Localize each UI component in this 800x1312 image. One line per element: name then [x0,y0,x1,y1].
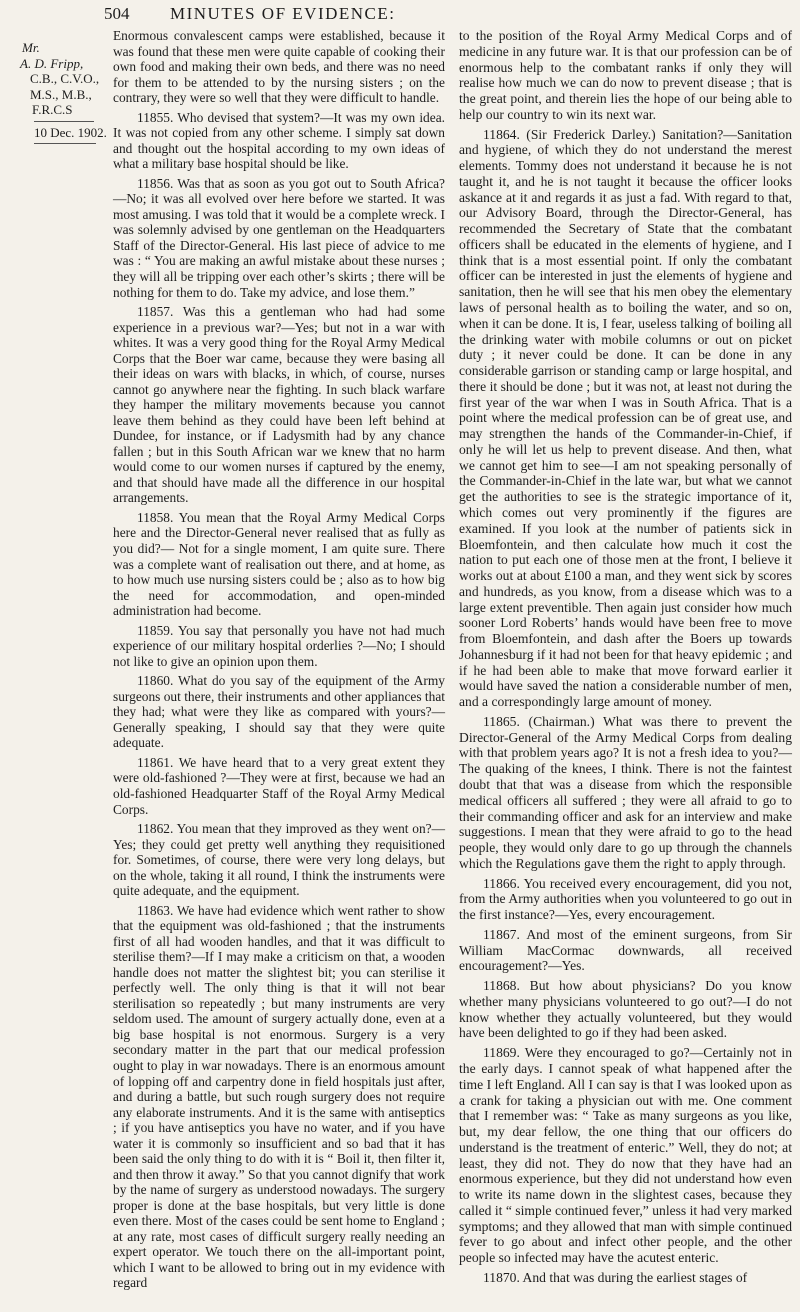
evidence-paragraph: 11858. You mean that the Royal Army Medical Corps here and the Director-General never realised that as fully as you did?— Not for a single moment, I am quite sure. There was a complete want of realisation out there, and at home, as to how much use nursing sisters could be ; also as to how big the need for accommodation, and open-minded administration had become. [113,509,445,619]
evidence-paragraph: to the position of the Royal Army Medical Corps and of medicine in any future war. It is that our profession can be of enormous help to the combatant ranks if only they will realise how much we can do now to prevent disease ; that is the great point, and therein lies the hope of our being able to help our country to win its next war. [459,28,792,122]
witness-prefix: Mr. [22,40,40,55]
witness-sidebar [20,40,112,144]
witness-credential: F.R.C.S [32,102,73,118]
running-title: MINUTES OF EVIDENCE: [170,4,396,23]
evidence-paragraph: 11866. You received every encouragement, did you not, from the Army authorities when you volunteered to go out in the first instance?—Yes, every encouragement. [459,875,792,923]
sidebar-rule [34,121,94,122]
evidence-paragraph: 11857. Was this a gentleman who had had some experience in a previous war?—Yes; but not in a war with whites. It was a very good thing for the Royal Army Medical Corps that the Boer war came, because they were basing all their ideas on wars with blacks, in which, of course, nurses cannot go anywhere near the fighting. In such black warfare they hamper the military movements because you cannot leave them behind as they could have been left behind at Dundee, for instance, or if Ladysmith had by any chance fallen ; but in this South African war we knew that no harm would come to our women nurses if captured by the enemy, and that should have made all the difference in our hospital arrangements. [113,304,445,506]
evidence-paragraph: 11860. What do you say of the equipment of the Army surgeons out there, their instruments and other appliances that they had; what were they like as compared with yours?—Generally speaking, I should say that they were quite adequate. [113,673,445,751]
evidence-paragraph: Enormous convalescent camps were established, because it was found that these men were quite capable of cooking their own food and making their own beds, and there was no need for them to be attended to by the nursing sisters ; on the contrary, they were so well that they were difficult to handle. [113,28,445,106]
witness-name: A. D. Fripp, [20,55,84,71]
witness-date: 10 Dec. 1902. [34,124,107,140]
evidence-paragraph: 11864. (Sir Frederick Darley.) Sanitation?—Sanitation and hygiene, of which they do not understand the merest elements. Tommy does not understand it because he is not taught it, and he is not taught it because the officer looks askance at it and regards it as just a fad. With regard to that, our Advisory Board, through the Director-General, has recommended the Secretary of State that the combatant officers shall be educated in the elements of hygiene, and I think that is a most essential point. If only the combatant officer can be interested in just the elements of hygiene and sanitation, then he will see that his men obey the elementary laws of personal health as to boiling the water, and so on, when it can be done. It is, I fear, useless talking of boiling all the drinking water with mobile columns or out on picket duty ; it never could be done. It can be done in any considerable garrison or standing camp or large hospital, and there it should be done ; but it was not, at least not during the first year of the war when I was in South Africa. That is a point where the medical profession can be of great use, and may strengthen the hands of the Commander-in-Chief, if only he will let us help to prevent disease. And then, what we cannot get him to see—I am not speaking personally of the Commander-in-Chief in the late war, but what we cannot get the authorities to see is the strategic importance of it, which comes out very prominently if the figures are examined. If you look at the number of patients sick in Bloemfontein, and then calculate how much it cost the nation to put each one of those men at the front, I believe it works out at about £100 a man, and they went sick by scores and hundreds, as you know, from a disease which was to a large extent preventible. Then again just consider how much sooner Lord Roberts’ hands would have been free to move from Bloemfontein, and dash after the Boers up towards Johannesburg if it had not been for that heavy epidemic ; and if he had been able to make that move forward earlier it would have saved the nation a considerable number of men, and a correspondingly large amount of money. [459,126,792,710]
evidence-paragraph: 11870. And that was during the earliest stages of [483,1269,748,1285]
witness-credential: M.S., M.B., [30,86,92,102]
evidence-paragraph: 11856. Was that as soon as you got out to South Africa?—No; it was all evolved over here before we started. It was most amusing. I was told that it would be a complete wreck. I was solemnly advised by one gentleman on the Headquarters Staff of the Director-General. His last piece of advice to me was : “ You are making an awful mistake about these nurses ; they will all be tripping over each other’s skirts ; there will be nothing for them to do. Take my advice, and lose them.” [113,175,445,300]
evidence-paragraph: 11855. Who devised that system?—It was my own idea. It was not copied from any other scheme. I simply sat down and thought out the hospital according to my own ideas of what a military base hospital should be like. [113,109,445,172]
witness-credential: C.B., C.V.O., [30,71,100,87]
evidence-paragraph: 11865. (Chairman.) What was there to prevent the Director-General of the Army Medical Corps from dealing with that problem years ago? It is not a fresh idea to you?—The quaking of the knees, I think. There is not the faintest doubt that that was a disease from which the responsible medical officers all suffered ; they were all afraid to go to their commanding officer and ask for an interview and make suggestions. I mean that they were afraid to go to the head people, they would only dare to go up through the channels which the Regulations gave them the right to apply through. [459,713,792,871]
evidence-paragraph: 11867. And most of the eminent surgeons, from Sir William MacCormac downwards, all received encouragement?—Yes. [459,926,792,974]
evidence-paragraph: 11859. You say that personally you have not had much experience of our military hospital orderlies ?—No; I should not like to give an opinion upon them. [113,622,445,669]
right-column [459,28,792,1286]
evidence-paragraph: 11869. Were they encouraged to go?—Certainly not in the early days. I cannot speak of what happened after the time I left England. All I can say is that I was looked upon as a crank for taking a physician out with me. One comment that I remember was: “ Take as many surgeons as you like, but, my dear fellow, the one thing that our officers do understand is the treatment of enteric.” Well, they do not; at least, they did not. They do now that they have had an enormous experience, but they did not understand how even to write its name down in the slightest cases, because they called it “ simple continued fever,” unless it had very marked symptoms; and they allowed that man with simple continued fever to go about and infect other people, and the other people so infected may have the acutest enteric. [459,1045,792,1266]
page-header [0,4,800,26]
evidence-paragraph: 11861. We have heard that to a very great extent they were old-fashioned ?—They were at first, because we had an old-fashioned Headquarter Staff of the Royal Army Medical Corps. [113,754,445,817]
left-column [113,28,445,1291]
sidebar-rule [34,143,96,144]
page-number: 504 [104,4,130,23]
evidence-paragraph: 11863. We have had evidence which went rather to show that the equipment was old-fashioned ; that the instruments first of all had wooden handles, and that it was difficult to sterilise them?—If I may make a criticism on that, a wooden handle does not matter the slightest bit; you can sterilise it perfectly well. The only thing is that it will not bear sterilisation so repeatedly ; but many instruments are very seldom used. The amount of surgery actually done, even at a big base hospital is not enormous. Surgery is a very secondary matter in the part that our medical profession ought to play in war nowadays. There is an enormous amount of lopping off and carpentry done in field hospitals just after, and during a battle, but such rough surgery does not require any elaborate instruments. And it is the same with antiseptics ; if you have antiseptics you have no water, and if you have water it is commonly so insufficient and so bad that it has been said the only thing to do with it is “ Boil it, then filter it, and then throw it away.” So that you cannot dignify that work by the name of surgery as understood nowadays. The surgery proper is done at the base hospitals, but very little is done even there. Most of the cases could be sent home to England ; at any rate, most cases of difficult surgery really needing an expert operator. We touch there on the all-important point, which I want to be allowed to bring out in my evidence with regard [113,902,445,1291]
evidence-paragraph: 11868. But how about physicians? Do you know whether many physicians volunteered to go out?—I do not know whether they actually volunteered, but they would have been delighted to go if they had been asked. [459,978,792,1041]
evidence-paragraph: 11862. You mean that they improved as they went on?—Yes; they could get pretty well anything they requisitioned for. Sometimes, of course, there were very long delays, but on the whole, taking it all round, I think the instruments were quite adequate, and the equipment. [113,821,445,899]
